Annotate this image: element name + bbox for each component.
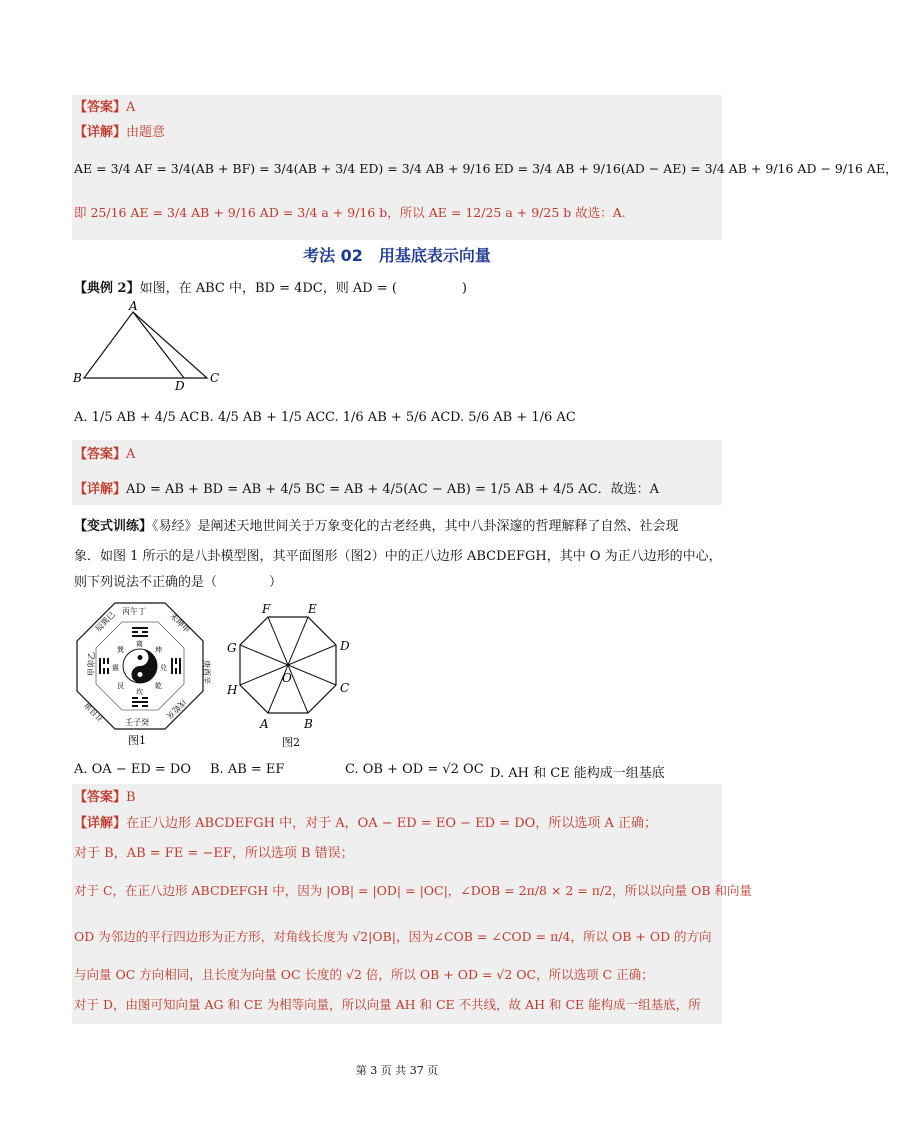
bagua-outer-0: 丙午丁 bbox=[122, 607, 146, 616]
oct-label-c: C bbox=[340, 681, 350, 695]
fig2-caption: 图2 bbox=[282, 736, 300, 749]
bagua-figure bbox=[70, 598, 210, 748]
bagua-outer-6: 甲卯乙 bbox=[87, 652, 96, 676]
detail-intro: 由题意 bbox=[126, 125, 166, 140]
example2-question bbox=[74, 280, 467, 298]
bagua-inner-5: 艮 bbox=[117, 682, 124, 690]
answer-value-3: B bbox=[126, 790, 136, 805]
label-d: D bbox=[175, 379, 185, 393]
oct-label-f: F bbox=[262, 602, 271, 616]
variant-detail-line-2: 对于 B，AB = FE = −EF，所以选项 B 错误； bbox=[74, 846, 354, 861]
bagua-inner-0: 离 bbox=[136, 640, 143, 648]
bagua-inner-1: 坤 bbox=[155, 646, 162, 654]
answer-line-2 bbox=[74, 446, 135, 464]
bagua-outer-3: 戌乾亥 bbox=[164, 697, 188, 721]
bagua-inner-3: 乾 bbox=[155, 682, 162, 690]
bagua-inner-4: 坎 bbox=[136, 688, 143, 696]
bagua-outer-7: 辰巽巳 bbox=[93, 609, 117, 634]
oct-label-e: E bbox=[308, 602, 317, 616]
variant-detail-line-4: OD 为邻边的平行四边形为正方形，对角线长度为 √2|OB|，因为∠COB = ∠COD = π/4，所以 OB + OD 的方向 bbox=[74, 929, 712, 944]
page-footer: 第 3 页 共 37 页 bbox=[355, 1064, 439, 1077]
oct-label-a: A bbox=[260, 717, 269, 731]
example2-text: 如图，在 ABC 中，BD = 4DC，则 AD = ( ) bbox=[139, 281, 467, 296]
fig1-caption: 图1 bbox=[128, 734, 146, 747]
oct-label-d: D bbox=[340, 639, 350, 653]
answer-label-2: 【答案】 bbox=[74, 447, 127, 462]
example2-option-c[interactable]: C. 1/6 AB + 5/6 AC bbox=[325, 410, 451, 425]
detail-line-1 bbox=[74, 124, 165, 142]
answer-value: A bbox=[126, 100, 136, 115]
variant-detail-line-6: 对于 D，由图可知向量 AG 和 CE 为相等向量，所以向量 AH 和 CE 不共线，故 AH 和 CE 能构成一组基底，所 bbox=[74, 997, 701, 1012]
bagua-outer-2: 庚酉辛 bbox=[202, 660, 211, 684]
example2-option-a[interactable]: A. 1/5 AB + 4/5 AC bbox=[74, 410, 200, 425]
label-a: A bbox=[129, 299, 138, 313]
answer-line-3 bbox=[74, 789, 136, 807]
example2-label: 【典例 2】 bbox=[74, 281, 140, 296]
oct-label-b: B bbox=[304, 717, 313, 731]
variant-label: 【变式训练】 bbox=[74, 519, 153, 534]
bagua-outer-5: 丑艮寅 bbox=[82, 700, 106, 724]
oct-label-g: G bbox=[227, 641, 237, 655]
oct-label-h: H bbox=[227, 683, 238, 697]
example2-option-d[interactable]: D. 5/6 AB + 1/6 AC bbox=[450, 410, 576, 425]
detail-label: 【详解】 bbox=[74, 125, 127, 140]
variant-option-c[interactable]: C. OB + OD = √2 OC bbox=[345, 762, 484, 777]
detail-text-2: AD = AB + BD = AB + 4/5 BC = AB + 4/5(AC − AB) = 1/5 AB + 4/5 AC．故选：A bbox=[126, 482, 659, 497]
variant-detail-line-1 bbox=[74, 815, 657, 833]
triangle-figure bbox=[72, 300, 232, 395]
variant-line-1 bbox=[74, 518, 679, 536]
octagon-figure bbox=[222, 600, 362, 748]
bagua-inner-7: 巽 bbox=[117, 646, 124, 654]
bagua-inner-6: 震 bbox=[112, 664, 119, 672]
bagua-inner-2: 兑 bbox=[160, 664, 167, 672]
label-c: C bbox=[210, 371, 220, 385]
bagua-outer-1: 未坤申 bbox=[168, 611, 192, 635]
equation-1: AE = 3/4 AF = 3/4(AB + BF) = 3/4(AB + 3/4 ED) = 3/4 AB + 9/16 ED = 3/4 AB + 9/16(AD − AE) = 3/4 AB + 9/16 AD − 9/16 AE， bbox=[74, 161, 898, 176]
equation-2: 即 25/16 AE = 3/4 AB + 9/16 AD = 3/4 a + 9/16 b，所以 AE = 12/25 a + 9/25 b 故选：A. bbox=[74, 205, 626, 220]
variant-line-3: 则下列说法不正确的是（ ） bbox=[74, 575, 283, 590]
answer-label-3: 【答案】 bbox=[74, 790, 127, 805]
answer-line-1 bbox=[74, 99, 135, 117]
variant-line-2: 象．如图 1 所示的是八卦模型图，其平面图形（图2）中的正八边形 ABCDEFGH，其中 O 为正八边形的中心， bbox=[74, 549, 722, 564]
section-heading: 考法 02 用基底表示向量 bbox=[303, 246, 491, 265]
detail-line-2 bbox=[74, 481, 659, 499]
bagua-outer-4: 壬子癸 bbox=[125, 718, 149, 727]
variant-option-d[interactable]: D. AH 和 CE 能构成一组基底 bbox=[490, 766, 665, 781]
variant-option-a[interactable]: A. OA − ED = DO bbox=[74, 762, 192, 777]
variant-detail-line-5: 与向量 OC 方向相同，且长度为向量 OC 长度的 √2 倍，所以 OB + OD = √2 OC，所以选项 C 正确； bbox=[74, 967, 654, 982]
detail-label-2: 【详解】 bbox=[74, 482, 127, 497]
detail-label-3: 【详解】 bbox=[74, 816, 127, 831]
variant-text-1: 《易经》是阐述天地世间关于万象变化的古老经典，其中八卦深邃的哲理解释了自然、社会现 bbox=[152, 519, 679, 534]
oct-label-o: O bbox=[282, 671, 292, 685]
answer-value-2: A bbox=[126, 447, 136, 462]
label-b: B bbox=[73, 371, 82, 385]
example2-option-b[interactable]: B. 4/5 AB + 1/5 AC bbox=[200, 410, 326, 425]
variant-option-b[interactable]: B. AB = EF bbox=[210, 762, 285, 777]
variant-detail-line-3: 对于 C，在正八边形 ABCDEFGH 中，因为 |OB| = |OD| = |OC|，∠DOB = 2π/8 × 2 = π/2，所以以向量 OB 和向量 bbox=[74, 883, 753, 898]
variant-detail-text-1: 在正八边形 ABCDEFGH 中，对于 A，OA − ED = EO − ED = DO，所以选项 A 正确； bbox=[126, 816, 657, 831]
answer-label: 【答案】 bbox=[74, 100, 127, 115]
